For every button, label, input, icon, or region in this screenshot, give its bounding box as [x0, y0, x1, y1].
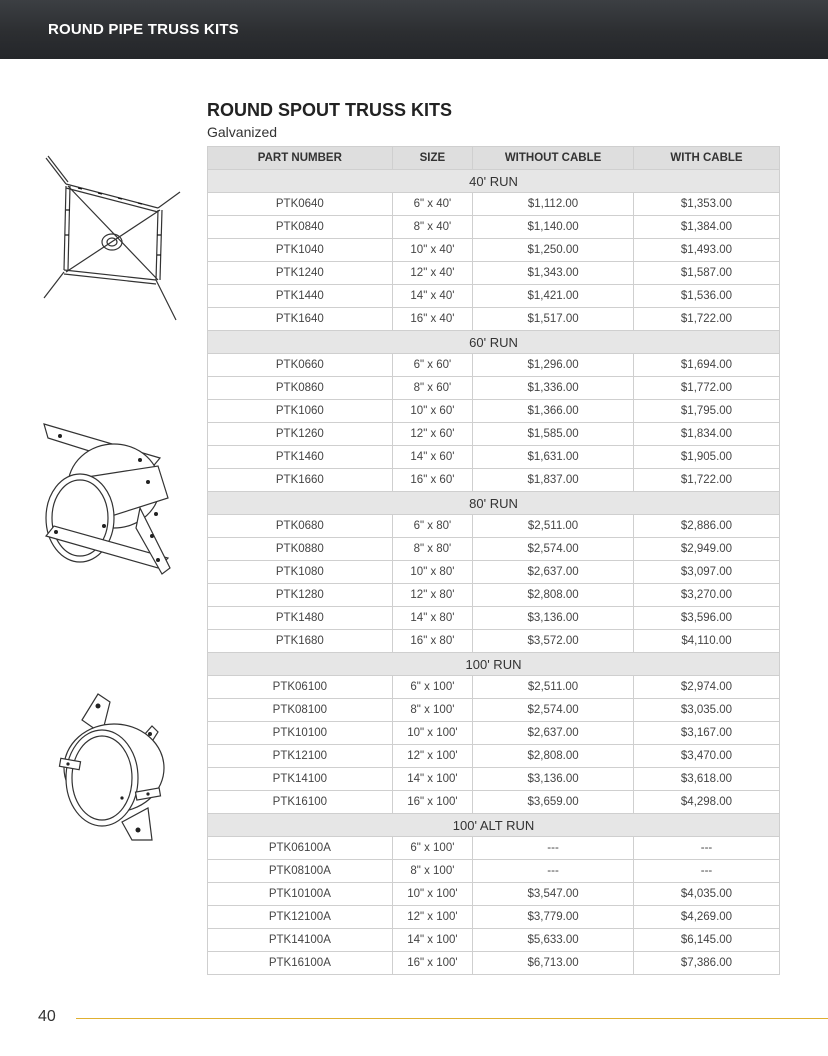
- without-cable-price-cell: $2,511.00: [473, 676, 634, 699]
- size-cell: 12" x 60': [392, 423, 472, 446]
- table-header-row: [208, 147, 780, 170]
- part-number-cell: PTK1460: [208, 446, 393, 469]
- part-number-cell: PTK1660: [208, 469, 393, 492]
- table-row: [208, 216, 780, 239]
- table-row: [208, 906, 780, 929]
- without-cable-price-cell: $2,574.00: [473, 538, 634, 561]
- run-group-label: 100' ALT RUN: [208, 814, 780, 837]
- without-cable-price-cell: ---: [473, 837, 634, 860]
- part-number-cell: PTK14100: [208, 768, 393, 791]
- without-cable-price-cell: $6,713.00: [473, 952, 634, 975]
- with-cable-price-cell: $1,587.00: [633, 262, 779, 285]
- without-cable-price-cell: $2,574.00: [473, 699, 634, 722]
- size-cell: 6" x 100': [392, 676, 472, 699]
- with-cable-price-cell: $2,949.00: [633, 538, 779, 561]
- with-cable-price-cell: $1,493.00: [633, 239, 779, 262]
- part-number-cell: PTK1640: [208, 308, 393, 331]
- size-cell: 6" x 40': [392, 193, 472, 216]
- part-number-cell: PTK14100A: [208, 929, 393, 952]
- table-row: [208, 607, 780, 630]
- run-group-row: [208, 170, 780, 193]
- pipe-bracket-illustration: [40, 418, 180, 578]
- without-cable-price-cell: $2,808.00: [473, 745, 634, 768]
- with-cable-price-cell: $3,470.00: [633, 745, 779, 768]
- with-cable-price-cell: $1,722.00: [633, 308, 779, 331]
- size-cell: 6" x 100': [392, 837, 472, 860]
- table-row: [208, 538, 780, 561]
- column-header-size: SIZE: [392, 147, 472, 170]
- table-row: [208, 699, 780, 722]
- without-cable-price-cell: ---: [473, 860, 634, 883]
- table-row: [208, 446, 780, 469]
- table-row: [208, 860, 780, 883]
- size-cell: 8" x 100': [392, 699, 472, 722]
- size-cell: 14" x 100': [392, 768, 472, 791]
- without-cable-price-cell: $1,631.00: [473, 446, 634, 469]
- column-header-without-cable: WITHOUT CABLE: [473, 147, 634, 170]
- with-cable-price-cell: $1,905.00: [633, 446, 779, 469]
- with-cable-price-cell: $1,536.00: [633, 285, 779, 308]
- size-cell: 10" x 100': [392, 883, 472, 906]
- part-number-cell: PTK0840: [208, 216, 393, 239]
- without-cable-price-cell: $2,637.00: [473, 561, 634, 584]
- without-cable-price-cell: $1,366.00: [473, 400, 634, 423]
- size-cell: 10" x 80': [392, 561, 472, 584]
- run-group-row: [208, 492, 780, 515]
- part-number-cell: PTK1040: [208, 239, 393, 262]
- with-cable-price-cell: $1,795.00: [633, 400, 779, 423]
- without-cable-price-cell: $1,140.00: [473, 216, 634, 239]
- table-row: [208, 423, 780, 446]
- size-cell: 12" x 80': [392, 584, 472, 607]
- part-number-cell: PTK0680: [208, 515, 393, 538]
- section-subtitle: Galvanized: [207, 124, 278, 140]
- size-cell: 6" x 60': [392, 354, 472, 377]
- size-cell: 16" x 60': [392, 469, 472, 492]
- table-row: [208, 469, 780, 492]
- size-cell: 8" x 40': [392, 216, 472, 239]
- with-cable-price-cell: $7,386.00: [633, 952, 779, 975]
- with-cable-price-cell: $1,384.00: [633, 216, 779, 239]
- part-number-cell: PTK1060: [208, 400, 393, 423]
- without-cable-price-cell: $3,572.00: [473, 630, 634, 653]
- without-cable-price-cell: $1,585.00: [473, 423, 634, 446]
- run-group-label: 40' RUN: [208, 170, 780, 193]
- with-cable-price-cell: ---: [633, 860, 779, 883]
- table-row: [208, 791, 780, 814]
- part-number-cell: PTK06100A: [208, 837, 393, 860]
- part-number-cell: PTK10100A: [208, 883, 393, 906]
- table-row: [208, 722, 780, 745]
- table-row: [208, 239, 780, 262]
- with-cable-price-cell: $4,035.00: [633, 883, 779, 906]
- part-number-cell: PTK1440: [208, 285, 393, 308]
- table-row: [208, 515, 780, 538]
- table-row: [208, 630, 780, 653]
- without-cable-price-cell: $3,136.00: [473, 768, 634, 791]
- part-number-cell: PTK1680: [208, 630, 393, 653]
- table-row: [208, 193, 780, 216]
- part-number-cell: PTK0880: [208, 538, 393, 561]
- run-group-label: 80' RUN: [208, 492, 780, 515]
- without-cable-price-cell: $1,517.00: [473, 308, 634, 331]
- part-number-cell: PTK1240: [208, 262, 393, 285]
- size-cell: 14" x 80': [392, 607, 472, 630]
- section-title: ROUND SPOUT TRUSS KITS: [207, 100, 453, 120]
- with-cable-price-cell: $1,834.00: [633, 423, 779, 446]
- size-cell: 12" x 40': [392, 262, 472, 285]
- with-cable-price-cell: $3,035.00: [633, 699, 779, 722]
- part-number-cell: PTK10100: [208, 722, 393, 745]
- pipe-clamp-illustration: [52, 690, 182, 845]
- with-cable-price-cell: $3,097.00: [633, 561, 779, 584]
- with-cable-price-cell: $3,618.00: [633, 768, 779, 791]
- size-cell: 6" x 80': [392, 515, 472, 538]
- with-cable-price-cell: $2,886.00: [633, 515, 779, 538]
- with-cable-price-cell: ---: [633, 837, 779, 860]
- without-cable-price-cell: $2,808.00: [473, 584, 634, 607]
- run-group-row: [208, 653, 780, 676]
- table-row: [208, 584, 780, 607]
- size-cell: 12" x 100': [392, 906, 472, 929]
- table-row: [208, 262, 780, 285]
- table-row: [208, 745, 780, 768]
- run-group-row: [208, 331, 780, 354]
- part-number-cell: PTK0860: [208, 377, 393, 400]
- with-cable-price-cell: $2,974.00: [633, 676, 779, 699]
- size-cell: 16" x 100': [392, 952, 472, 975]
- footer-divider: [76, 1018, 828, 1019]
- run-group-label: 100' RUN: [208, 653, 780, 676]
- without-cable-price-cell: $1,343.00: [473, 262, 634, 285]
- table-row: [208, 308, 780, 331]
- size-cell: 14" x 40': [392, 285, 472, 308]
- size-cell: 10" x 60': [392, 400, 472, 423]
- run-group-row: [208, 814, 780, 837]
- with-cable-price-cell: $4,110.00: [633, 630, 779, 653]
- part-number-cell: PTK1080: [208, 561, 393, 584]
- table-row: [208, 952, 780, 975]
- size-cell: 12" x 100': [392, 745, 472, 768]
- table-row: [208, 561, 780, 584]
- with-cable-price-cell: $1,722.00: [633, 469, 779, 492]
- size-cell: 16" x 100': [392, 791, 472, 814]
- table-row: [208, 837, 780, 860]
- table-row: [208, 676, 780, 699]
- with-cable-price-cell: $4,298.00: [633, 791, 779, 814]
- without-cable-price-cell: $2,637.00: [473, 722, 634, 745]
- without-cable-price-cell: $1,421.00: [473, 285, 634, 308]
- without-cable-price-cell: $1,336.00: [473, 377, 634, 400]
- part-number-cell: PTK08100: [208, 699, 393, 722]
- part-number-cell: PTK16100: [208, 791, 393, 814]
- part-number-cell: PTK0660: [208, 354, 393, 377]
- part-number-cell: PTK1480: [208, 607, 393, 630]
- part-number-cell: PTK12100: [208, 745, 393, 768]
- table-row: [208, 377, 780, 400]
- size-cell: 16" x 80': [392, 630, 472, 653]
- table-row: [208, 929, 780, 952]
- without-cable-price-cell: $1,112.00: [473, 193, 634, 216]
- without-cable-price-cell: $3,547.00: [473, 883, 634, 906]
- without-cable-price-cell: $3,659.00: [473, 791, 634, 814]
- with-cable-price-cell: $1,694.00: [633, 354, 779, 377]
- size-cell: 8" x 60': [392, 377, 472, 400]
- table-row: [208, 883, 780, 906]
- part-number-cell: PTK0640: [208, 193, 393, 216]
- without-cable-price-cell: $2,511.00: [473, 515, 634, 538]
- with-cable-price-cell: $3,596.00: [633, 607, 779, 630]
- without-cable-price-cell: $3,136.00: [473, 607, 634, 630]
- without-cable-price-cell: $1,296.00: [473, 354, 634, 377]
- with-cable-price-cell: $6,145.00: [633, 929, 779, 952]
- with-cable-price-cell: $3,167.00: [633, 722, 779, 745]
- with-cable-price-cell: $3,270.00: [633, 584, 779, 607]
- table-row: [208, 768, 780, 791]
- without-cable-price-cell: $1,837.00: [473, 469, 634, 492]
- part-number-cell: PTK06100: [208, 676, 393, 699]
- part-number-cell: PTK16100A: [208, 952, 393, 975]
- size-cell: 8" x 80': [392, 538, 472, 561]
- with-cable-price-cell: $1,353.00: [633, 193, 779, 216]
- without-cable-price-cell: $1,250.00: [473, 239, 634, 262]
- table-row: [208, 400, 780, 423]
- size-cell: 10" x 100': [392, 722, 472, 745]
- part-number-cell: PTK08100A: [208, 860, 393, 883]
- size-cell: 14" x 60': [392, 446, 472, 469]
- without-cable-price-cell: $3,779.00: [473, 906, 634, 929]
- part-number-cell: PTK1260: [208, 423, 393, 446]
- run-group-label: 60' RUN: [208, 331, 780, 354]
- truss-frame-illustration: [38, 150, 188, 330]
- without-cable-price-cell: $5,633.00: [473, 929, 634, 952]
- size-cell: 16" x 40': [392, 308, 472, 331]
- page-number: 40: [38, 1008, 56, 1025]
- part-number-cell: PTK1280: [208, 584, 393, 607]
- size-cell: 8" x 100': [392, 860, 472, 883]
- with-cable-price-cell: $1,772.00: [633, 377, 779, 400]
- size-cell: 10" x 40': [392, 239, 472, 262]
- with-cable-price-cell: $4,269.00: [633, 906, 779, 929]
- part-number-cell: PTK12100A: [208, 906, 393, 929]
- table-row: [208, 354, 780, 377]
- size-cell: 14" x 100': [392, 929, 472, 952]
- column-header-with-cable: WITH CABLE: [633, 147, 779, 170]
- price-table: [207, 146, 780, 975]
- table-row: [208, 285, 780, 308]
- header-bar: [0, 0, 828, 59]
- header-title: ROUND PIPE TRUSS KITS: [48, 21, 239, 38]
- column-header-part-number: PART NUMBER: [208, 147, 393, 170]
